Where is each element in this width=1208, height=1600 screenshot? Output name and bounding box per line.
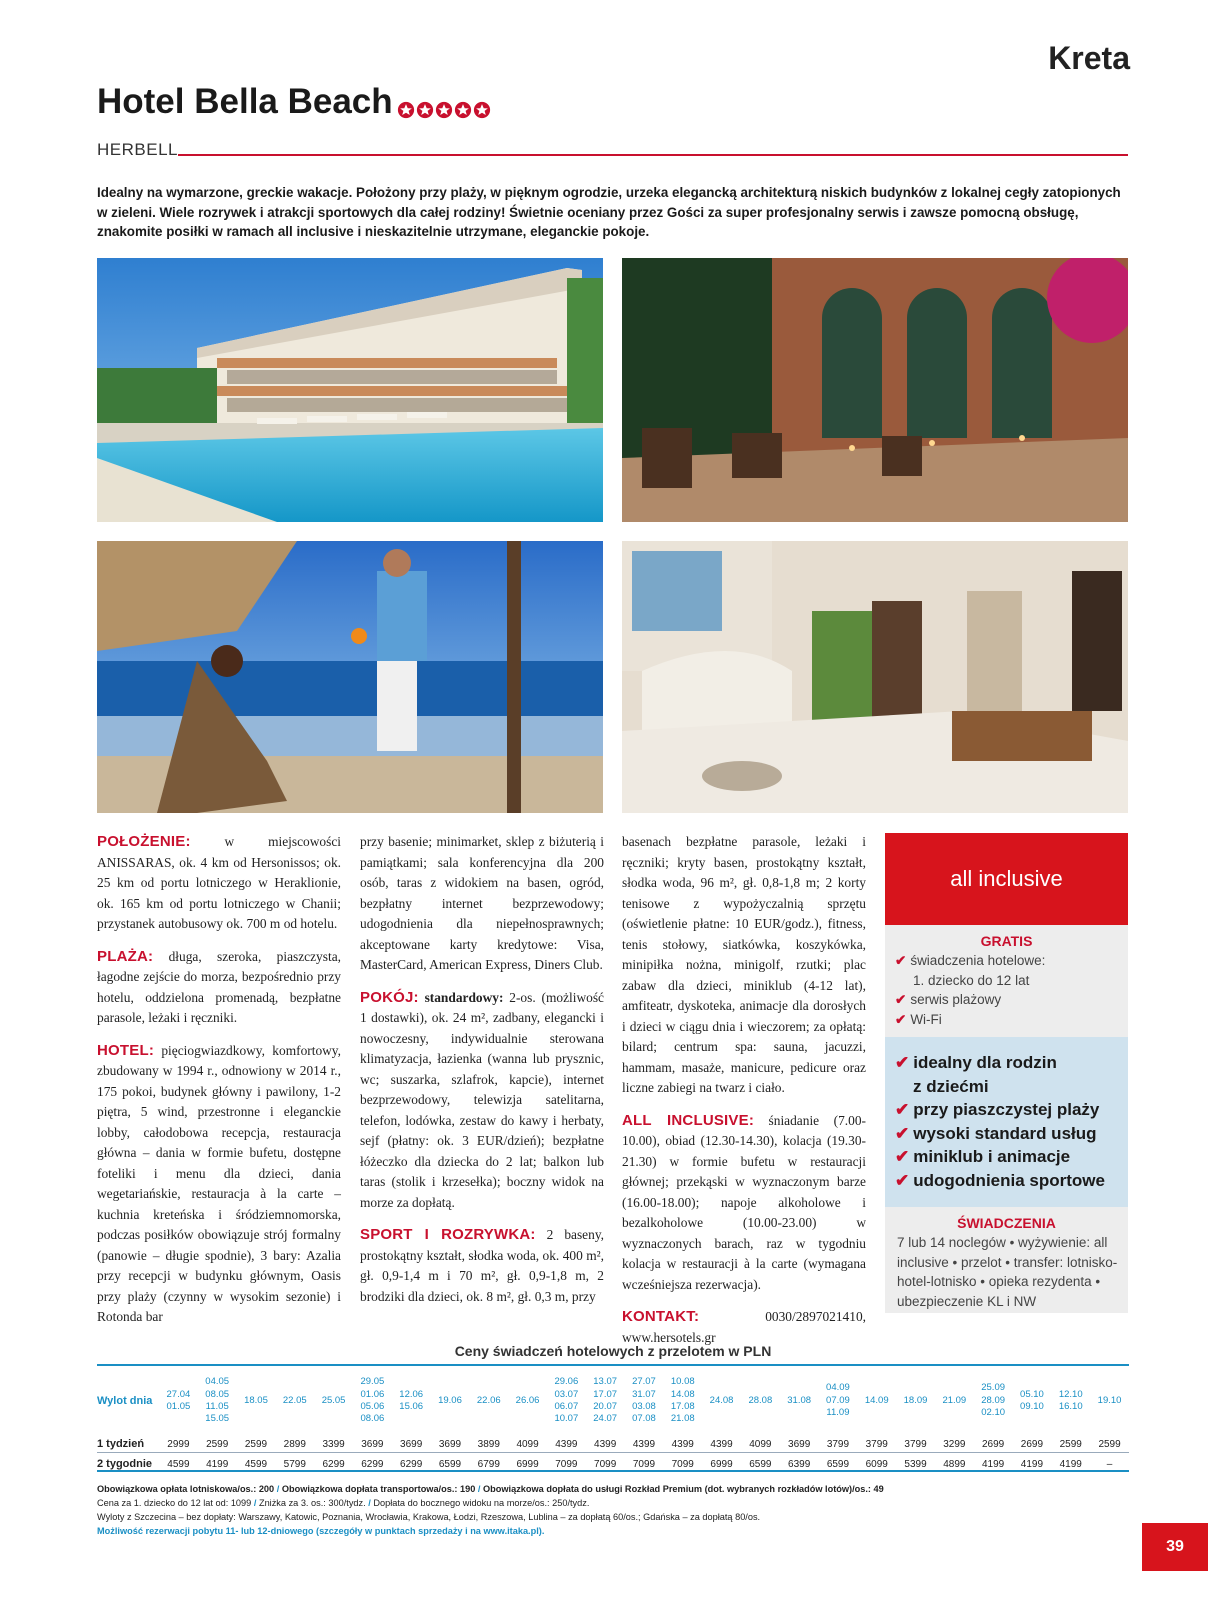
date-cell: 19.06 [438,1394,462,1406]
price-cell: 3799 [904,1438,927,1450]
checkmark-icon: ✔ [895,1170,910,1190]
section-text: 0030/2897021410, www.hersotels.gr [622,1309,866,1345]
price-cell: 6099 [865,1458,888,1470]
price-cell: 6599 [826,1458,850,1470]
list-item: ✔ Wi-Fi [895,1011,942,1027]
price-cell: 4199 [982,1458,1005,1470]
photo-pool [97,258,603,522]
feature-item: ✔ przy piaszczystej plaży [895,1100,1100,1119]
hotel-name: Hotel Bella Beach [97,82,393,121]
section-sport [360,1225,604,1307]
section-pokoj [360,988,604,1214]
price-cell: – [1106,1458,1113,1470]
header-rule [178,154,1128,156]
text-column-3 [622,832,866,1360]
price-cell: 3299 [943,1438,966,1450]
price-cell: 3799 [826,1438,850,1450]
date-cell: 18.09 [903,1394,928,1406]
gratis-list [885,951,1128,1029]
price-cell: 5399 [904,1458,927,1470]
swiadczenia-box [885,1207,1128,1313]
price-cell: 4199 [1020,1458,1044,1470]
section-heading: PLAŻA: [97,947,154,965]
price-cell: 3799 [865,1438,888,1450]
section-text: w miejscowości ANISSARAS, ok. 4 km od Hersonissos; ok. 25 km od portu lotniczego w Heraklionie, ok. 165 km od portu lotniczego w Chanii; przystanek autobusowy ok. 700 m od hotelu. [97,834,341,931]
price-notes [97,1482,1129,1538]
star-icon [397,101,415,119]
section-text: długa, szeroka, piaszczysta, łagodne zejście do morza, bezpośrednio przy hotelu, oddzielona promenadą, bezpłatne parasole, leżaki i ręczniki. [97,948,341,1025]
date-cell: 27.07 31.07 03.08 07.08 [632,1376,656,1425]
feature-item: ✔ idealny dla rodzin [895,1053,1057,1072]
price-cell: 2599 [244,1438,268,1450]
date-cell: 10.08 14.08 17.08 21.08 [670,1376,695,1425]
feature-item: ✔ miniklub i animacje [895,1147,1071,1166]
checkmark-icon: ✔ [895,1100,910,1119]
notes-line-1: Obowiązkowa opłata lotniskowa/os.: 200 / Obowiązkowa dopłata transportowa/os.: 190 / Obowiązkowa dopłata do usługi Rozkład Premium (dot. wybranych rozkładów lotów)/os.: 49 [97,1484,884,1494]
date-cell: 31.08 [787,1394,812,1406]
checkmark-icon: ✔ [895,1147,910,1166]
section-hotel [97,1041,341,1328]
price-cell: 6299 [322,1458,345,1470]
photo-beach [97,541,603,813]
price-cell: 6999 [516,1458,539,1470]
date-cell: 24.08 [709,1394,734,1406]
price-cell: 7099 [632,1458,656,1470]
text-column-1 [97,832,341,1340]
table-row-dates [97,1368,1129,1434]
price-cell: 2699 [982,1438,1005,1450]
section-heading: SPORT I ROZRYWKA: [360,1226,536,1243]
date-cell: 18.05 [244,1394,268,1406]
notes-line-4: Możliwość rezerwacji pobytu 11- lub 12-dniowego (szczegóły w punktach sprzedaży i na www.itaka.pl). [97,1526,545,1536]
table-rule [97,1470,1129,1472]
date-cell: 22.05 [282,1394,307,1406]
section-kontakt [622,1307,866,1348]
price-cell: 2599 [1098,1438,1121,1450]
gratis-box [885,925,1128,1037]
all-inclusive-banner: all inclusive [885,833,1128,925]
checkmark-icon: ✔ [895,1123,910,1143]
date-cell: 25.09 28.09 02.10 [981,1382,1006,1419]
price-cell: 3699 [361,1438,384,1450]
price-table [97,1368,1129,1474]
date-cell: 04.05 08.05 11.05 15.05 [205,1376,230,1425]
price-cell: 6299 [361,1458,384,1470]
price-cell: 6399 [788,1458,811,1470]
section-text: basenach bezpłatne parasole, leżaki i ręczniki; kryty basen, prostokątny kształt, słodka woda, 96 m², gł. 0,8-1,8 m; 2 korty tenisowe z wypożyczalnią sprzętu (oświetlenie płatne: 10 EUR/godz.), fitness, tenis stołowy, siatkówka, koszykówka, minipiłka nożna, minigolf, rzutki; plac zabaw dla dzieci, miniklub (4-12 lat), amfiteatr, dyskoteka, animacje dla dorosłych i dzieci w ciągu dnia i wieczorem; za opłatą: bilard; centrum spa: sauna, jacuzzi, hammam, masaże, manicure, pedicure oraz liczne zabiegi na twarz i ciało. [622,834,866,1095]
date-cell: 29.06 03.07 06.07 10.07 [554,1376,579,1425]
price-cell: 3699 [788,1438,811,1450]
table-rule [97,1364,1129,1366]
price-cell: 6999 [710,1458,733,1470]
price-cell: 4399 [710,1438,733,1450]
photo-terrace [622,258,1128,522]
row-label: 2 tygodnie [97,1458,153,1470]
section-polozenie [97,832,341,935]
section-text: 2-os. (możliwość 1 dostawki), ok. 24 m², zadbany, elegancki i nowoczesny, indywidualnie sterowana klimatyzacja, łazienka (wanna lub prysznic, wc; suszarka, szlafrok, kapcie), internet bezprzewodowy, telewizja satelitarna, telefon, lodówka, zestaw do kawy i herbaty, sejf (płatny: ok. 3 EUR/dzień); bezpłatne łóżeczko dla dziecka do 2 lat; balkon lub taras (stolik i krzesełka); boczny widok na morze za dopłatą. [360,989,604,1210]
hotel-title [97,82,492,128]
price-cell: 4199 [206,1458,229,1470]
row-label: Wylot dnia [97,1394,153,1407]
section-plaza [97,947,341,1029]
price-table-title: Ceny świadczeń hotelowych z przelotem w PLN [454,1343,772,1359]
price-cell: 4899 [943,1458,966,1470]
price-cell: 4399 [632,1438,656,1450]
section-allinclusive [622,1111,866,1296]
price-cell: 4099 [749,1438,772,1450]
date-cell: 12.06 15.06 [399,1388,424,1412]
star-icon [435,101,453,119]
date-cell: 28.08 [748,1394,773,1406]
table-row [97,1434,1129,1454]
section-heading: ALL INCLUSIVE: [622,1111,755,1129]
star-icon [454,101,472,119]
price-cell: 4099 [516,1438,539,1450]
price-cell: 2699 [1020,1438,1044,1450]
checkmark-icon: ✔ [895,992,907,1007]
section-text: pięciogwiazdkowy, komfortowy, zbudowany w 1994 r., odnowiony w 2014 r., 175 pokoi, budynek główny i pawilony, 1-2 piętra, 5 wind, przestronne i eleganckie lobby, całodobowa recepcja, restauracja główna – dania w formie bufetu, dostępne foteliki i menu dla dzieci, dania wegetariańskie, restauracja à la carte – kuchnia kreteńska i śródziemnomorska, podczas posiłków obowiązuje strój formalny (panowie – długie spodnie), 3 bary: Azalia przy recepcji w budynku głównym, Oasis przy plaży (czynny w wysokim sezonie) i Rotonda bar [97,1042,341,1324]
price-cell: 6799 [477,1458,500,1470]
gratis-title: GRATIS [980,933,1033,949]
section-heading: POŁOŻENIE: [97,833,191,850]
date-cell: 05.10 09.10 [1020,1388,1044,1412]
notes-line-3: Wyloty z Szczecina – bez dopłaty: Warszawy, Katowic, Poznania, Wrocławia, Krakowa, Łodzi, Rzeszowa, Lublina – za dopłatą 60/os.; Gdańska – za dopłatą 80/os. [97,1512,761,1522]
section-text: śniadanie (7.00-10.00), obiad (12.30-14.30), kolacja (19.30-21.30) w formie bufetu w restauracji głównej; przekąski w wyznaczonym barze (16.00-18.00); napoje alkoholowe i bezalkoholowe (10.00-23.00) w wyznaczonych barach, raz w tygodniu kolacja w restauracji à la carte (wymagana wcześniejsza rezerwacja). [622,1112,866,1292]
date-cell: 14.09 [864,1394,889,1406]
date-cell: 19.10 [1097,1394,1122,1406]
star-icon [416,101,434,119]
date-cell: 12.10 16.10 [1058,1388,1083,1412]
date-cell: 26.06 [515,1394,540,1406]
list-item: 1. dziecko do 12 lat [913,972,1030,988]
section-hotel-cont [360,832,604,976]
date-cell: 27.04 01.05 [166,1388,191,1412]
notes-line-2: Cena za 1. dziecko do 12 lat od: 1099 / Zniżka za 3. os.: 300/tydz. / Dopłata do bocznego widoku na morze/os.: 250/tydz. [97,1498,590,1508]
price-cell: 4599 [167,1458,190,1470]
date-cell: 13.07 17.07 20.07 24.07 [593,1376,618,1425]
price-cell: 2599 [206,1438,229,1450]
swiadczenia-title: ŚWIADCZENIA [957,1215,1056,1231]
price-cell: 5799 [283,1458,306,1470]
list-item: ✔ serwis plażowy [895,992,1002,1007]
checkmark-icon: ✔ [895,953,907,968]
price-cell: 7099 [671,1458,694,1470]
star-rating [397,88,492,128]
section-sport-cont [622,832,866,1099]
price-cell: 4399 [671,1438,694,1450]
section-heading: HOTEL: [97,1041,155,1059]
date-cell: 25.05 [321,1394,346,1406]
features-box [885,1037,1128,1207]
date-cell: 21.09 [942,1394,967,1406]
price-cell: 7099 [555,1458,578,1470]
section-text: przy basenie; minimarket, sklep z biżuterią i pamiątkami; sala konferencyjna dla 200 osób, taras z widokiem na basen, ogród, bezpłatny internet bezprzewodowy; udogodnienia dla niepełnosprawnych; akceptowane karty kredytowe: Visa, MasterCard, American Express, Diners Club. [360,834,604,972]
star-icon [473,101,491,119]
price-cell: 4199 [1059,1458,1082,1470]
price-cell: 6299 [400,1458,423,1470]
price-cell: 4399 [594,1438,617,1450]
date-cell: 04.09 07.09 11.09 [826,1382,850,1419]
region-label: Kreta [1048,40,1130,76]
swiadczenia-text: 7 lub 14 noclegów • wyżywienie: all inclusive • przelot • transfer: lotnisko-hotel-lotnisko • opieka rezydenta • ubezpieczenie KL i NW [897,1235,1118,1309]
section-text: 2 baseny, prostokątny kształt, słodka woda, ok. 400 m², gł. 0,9-1,4 m i 70 m², gł. 0,9-1,8 m, 2 brodziki dla dzieci, ok. 8 m², gł. 0,3 m, przy [360,1227,604,1304]
hotel-code: HERBELL [97,140,178,159]
features-list [885,1037,1128,1192]
row-label: 1 tydzień [97,1438,145,1450]
price-cell: 3399 [322,1438,345,1450]
price-cell: 6599 [438,1458,462,1470]
price-cell: 4399 [555,1438,578,1450]
checkmark-icon: ✔ [895,1053,910,1072]
photo-room [622,541,1128,813]
price-cell: 6599 [749,1458,772,1470]
list-item: ✔ świadczenia hotelowe: [895,953,1046,968]
section-heading: POKÓJ: [360,988,419,1006]
price-cell: 2599 [1059,1438,1082,1450]
date-cell: 22.06 [476,1394,501,1406]
price-cell: 7099 [594,1458,617,1470]
price-cell: 2999 [167,1438,190,1450]
table-rule [97,1452,1129,1453]
text-column-2 [360,832,604,1319]
price-cell: 2899 [283,1438,306,1450]
feature-item: z dziećmi [913,1076,989,1096]
room-type: standardowy: [424,989,504,1005]
date-cell: 29.05 01.06 05.06 08.06 [360,1376,385,1425]
price-cell: 3699 [400,1438,423,1450]
feature-item: ✔ wysoki standard usług [895,1123,1097,1143]
price-cell: 3899 [477,1438,500,1450]
price-cell: 4599 [244,1458,268,1470]
section-heading: KONTAKT: [622,1308,700,1325]
price-cell: 3699 [438,1438,462,1450]
checkmark-icon: ✔ [895,1011,907,1027]
page-number: 39 [1142,1523,1208,1571]
feature-item: ✔ udogodnienia sportowe [895,1170,1105,1190]
intro-text: Idealny na wymarzone, greckie wakacje. Położony przy plaży, w pięknym ogrodzie, urzeka elegancką architekturą niskich budynków z lokalnej cegły zatopionych w zieleni. Wiele rozrywek i atrakcji sportowych dla całej rodziny! Świetnie oceniany przez Gości za super profesjonalny serwis i zawsze pomocną obsługę, znakomite posiłki w ramach all inclusive i nieskazitelnie utrzymane, eleganckie pokoje. [97,185,1121,239]
